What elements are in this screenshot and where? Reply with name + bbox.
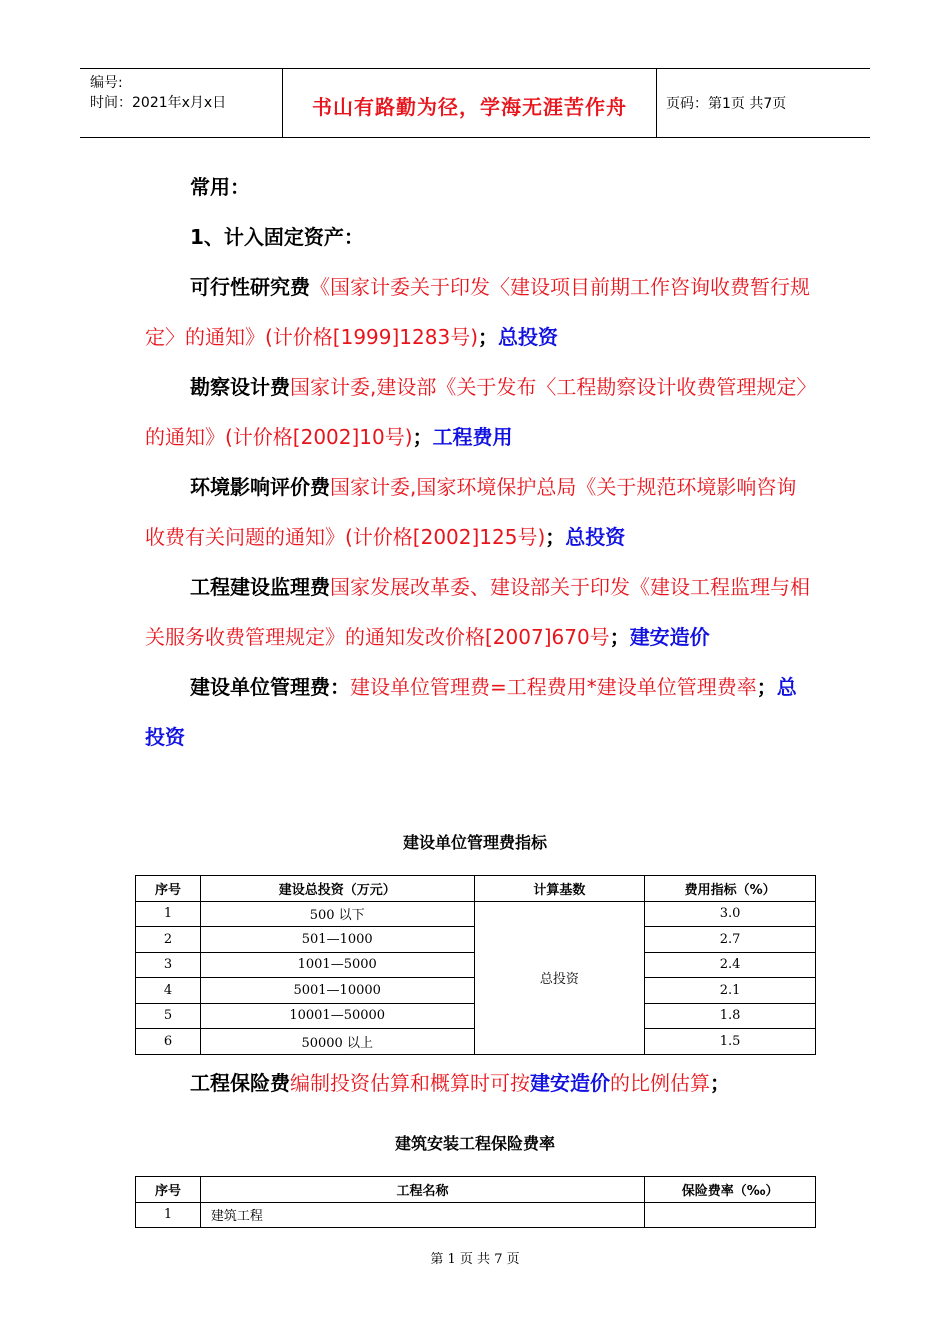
section-heading: 常用： (190, 175, 250, 199)
table-row: 1 建筑工程 (136, 1202, 816, 1228)
insurance-rate-table (135, 1176, 816, 1228)
fee-item-supervision: 工程建设监理费国家发展改革委、建设部关于印发《建设工程监理与相关服务收费管理规定》的通知发改价格[2007]670号；建安造价 (145, 575, 810, 649)
table2-caption: 建筑安装工程保险费率 (394, 1134, 555, 1153)
table-row: 2 501—1000 2.7 (136, 927, 816, 953)
table-row: 5 10001—50000 1.8 (136, 1003, 816, 1029)
basis-cell: 总投资 (474, 901, 645, 1054)
column-header: 序号 (136, 876, 201, 902)
table-header-row (136, 1177, 816, 1203)
header-motto: 书山有路勤为径，学海无涯苦作舟 (312, 95, 627, 119)
table-row: 3 1001—5000 2.4 (136, 952, 816, 978)
page-header (80, 68, 870, 138)
page-footer: 第 1 页 共 7 页 (430, 1252, 520, 1267)
column-header: 工程名称 (200, 1177, 644, 1203)
table-row: 1 500 以下 总投资 3.0 (136, 901, 816, 927)
table-header-row (136, 876, 816, 902)
table-row: 4 5001—10000 2.1 (136, 978, 816, 1004)
column-header: 序号 (136, 1177, 201, 1203)
fee-item-survey-design: 勘察设计费国家计委,建设部《关于发布〈工程勘察设计收费管理规定〉的通知》(计价格[2002]10号)；工程费用 (145, 375, 807, 449)
fee-item-environment: 环境影响评价费国家计委,国家环境保护总局《关于规范环境影响咨询收费有关问题的通知》(计价格[2002]125号)；总投资 (145, 475, 797, 549)
table-row: 6 50000 以上 1.5 (136, 1029, 816, 1055)
table1-caption: 建设单位管理费指标 (402, 833, 547, 852)
section-subheading: 1、计入固定资产： (190, 225, 364, 249)
header-page-info: 页码：第1页 共7页 (666, 96, 787, 112)
header-divider (656, 69, 657, 137)
insurance-paragraph: 工程保险费编制投资估算和概算时可按建安造价的比例估算； (190, 1071, 730, 1095)
column-header: 保险费率（‰） (645, 1177, 816, 1203)
time-label: 时间：2021年x月x日 (90, 95, 227, 111)
header-meta (90, 73, 226, 113)
fee-item-management: 建设单位管理费：建设单位管理费=工程费用*建设单位管理费率；总投资 (145, 675, 797, 749)
code-label: 编号: (90, 75, 123, 91)
column-header: 建设总投资（万元） (200, 876, 474, 902)
management-fee-table (135, 875, 816, 1055)
fee-item-feasibility: 可行性研究费《国家计委关于印发〈建设项目前期工作咨询收费暂行规定〉的通知》(计价格[1999]1283号)；总投资 (145, 275, 810, 349)
column-header: 计算基数 (474, 876, 645, 902)
column-header: 费用指标（%） (645, 876, 816, 902)
document-body (145, 162, 810, 762)
